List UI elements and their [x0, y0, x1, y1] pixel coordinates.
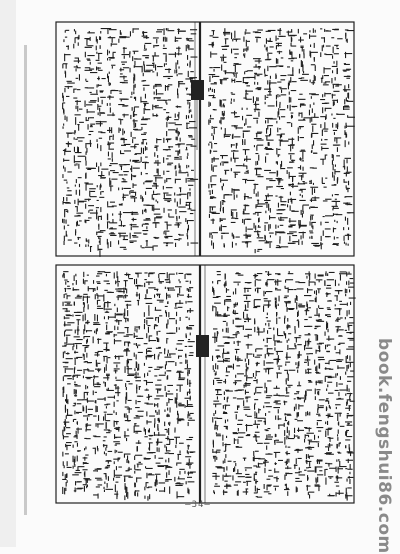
- character-glyph: [326, 351, 330, 352]
- character-glyph: [137, 446, 139, 451]
- character-glyph: [134, 483, 136, 488]
- character-glyph: [137, 396, 143, 397]
- character-glyph: [163, 37, 167, 42]
- character-glyph: [166, 324, 167, 329]
- character-glyph: [75, 229, 76, 235]
- character-glyph: [304, 326, 312, 327]
- character-glyph: [314, 57, 315, 62]
- character-glyph: [290, 192, 291, 196]
- character-glyph: [304, 295, 311, 296]
- character-glyph: [98, 224, 99, 230]
- character-glyph: [166, 333, 175, 334]
- watermark: book.fengshui86.com: [370, 338, 394, 543]
- character-glyph: [347, 212, 355, 213]
- character-glyph: [174, 428, 175, 433]
- character-glyph: [275, 434, 277, 437]
- character-glyph: [185, 346, 193, 347]
- character-glyph: [225, 274, 226, 280]
- character-glyph: [254, 318, 255, 324]
- character-glyph: [85, 173, 87, 179]
- character-glyph: [74, 302, 75, 306]
- page-number: —34—: [180, 500, 216, 510]
- character-glyph: [258, 218, 260, 223]
- character-glyph: [291, 113, 294, 119]
